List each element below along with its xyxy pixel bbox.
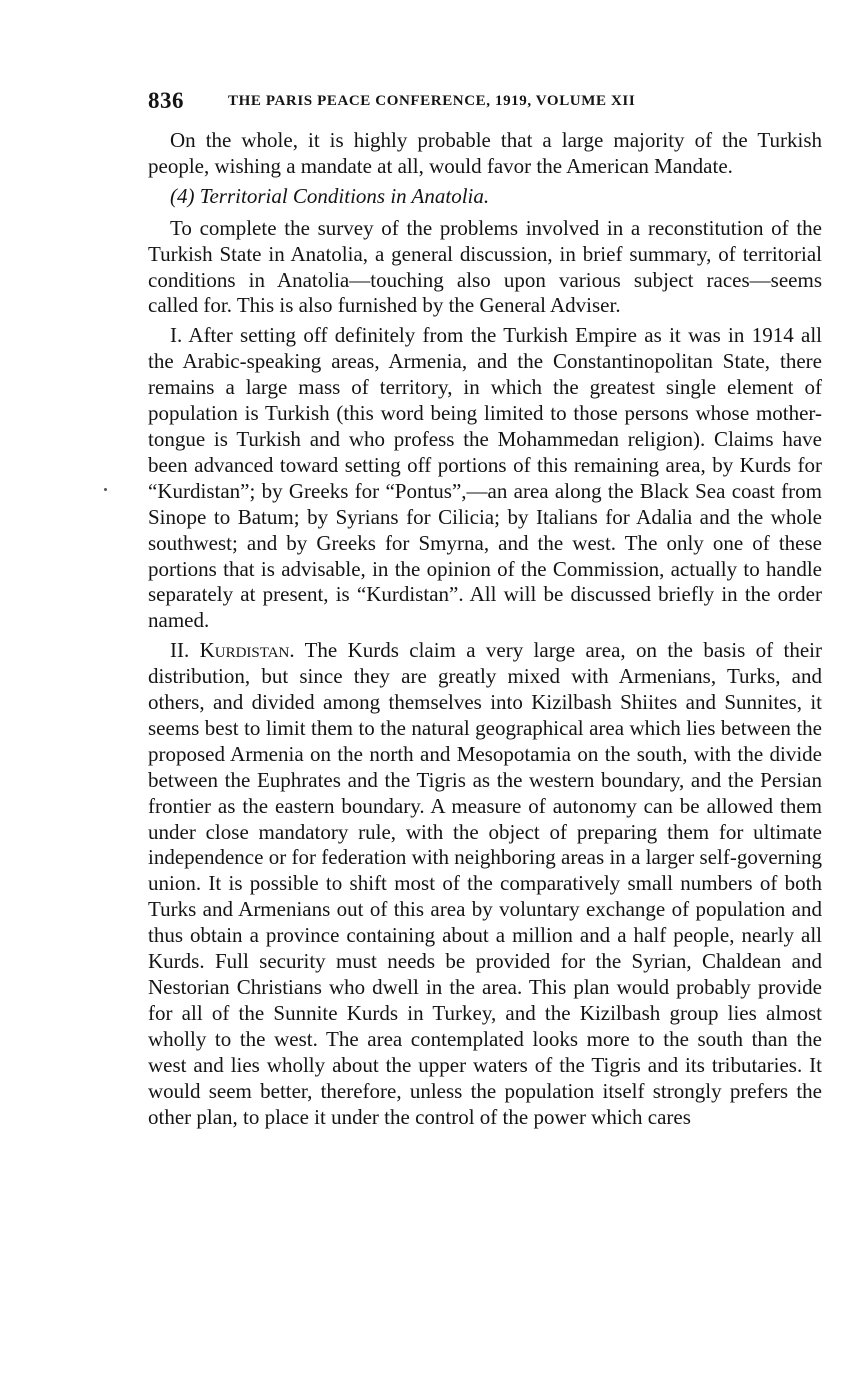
section-heading: (4) Territorial Conditions in Anatolia.: [170, 183, 490, 208]
paragraph-survey-intro: To complete the survey of the problems involved in a reconstitution of the Turkish State in Anatolia, a general discussion, in brief summary, of territorial conditions in Anatolia—touching also upon various subject races—seems called for. This is also furnished by the General Adviser.: [148, 215, 822, 318]
page-number: 836: [148, 88, 184, 113]
running-title: THE PARIS PEACE CONFERENCE, 1919, VOLUME XII: [228, 93, 636, 109]
paragraph-territory-claims: I. After setting off definitely from the Turkish Empire as it was in 1914 all the Arabic-speaking areas, Armenia, and the Constantinopolitan State, there remains a large mass of territory, in which the greatest single element of population is Turkish (this word being limited to those persons whose mother-tongue is Turkish and who profess the Mohammedan religion). Claims have been advanced toward setting off portions of this remaining area, by Kurds for “Kurdistan”; by Greeks for “Pontus”,—an area along the Black Sea coast from Sinope to Batum; by Syrians for Cilicia; by Italians for Adalia and the whole southwest; and by Greeks for Smyrna, and the west. The only one of these portions that is advisable, in the opinion of the Commission, actually to handle separately at present, is “Kurdistan”. All will be discussed briefly in the order named.: [148, 323, 822, 633]
document-page: [148, 88, 822, 1134]
running-header: [148, 88, 822, 128]
paragraph-mandate-preference: On the whole, it is highly probable that a large majority of the Turkish people, wishing a mandate at all, would favor the American Mandate.: [148, 128, 822, 178]
body-text: [148, 128, 822, 1130]
kurdistan-body: The Kurds claim a very large area, on the basis of their distribution, but since they are greatly mixed with Armenians, Turks, and others, and divided among themselves into Kizilbash Shiites and Sunnites, it seems best to limit them to the natural geographical area which lies between the proposed Armenia on the north and Mesopotamia on the south, with the divide between the Euphrates and the Tigris as the western boundary, and the Persian frontier as the eastern boundary. A measure of autonomy can be allowed them under close mandatory rule, with the object of preparing them for ultimate independence or for federation with neighboring areas in a larger self-governing union. It is possible to shift most of the comparatively small numbers of both Turks and Armenians out of this area by voluntary exchange of population and thus obtain a province containing about a million and a half people, nearly all Kurds. Full security must needs be provided for the Syrian, Chaldean and Nestorian Christians who dwell in the area. This plan would probably provide for all of the Sunnite Kurds in Turkey, and the Kizilbash group lies almost wholly to the west. The area contemplated looks more to the south than the west and lies wholly about the upper waters of the Tigris and its tributaries. It would seem better, therefore, unless the population itself strongly prefers the other plan, to place it under the control of the power which cares: [148, 638, 822, 1129]
stray-ink-mark: [104, 488, 107, 491]
kurdistan-heading: Kurdistan.: [199, 638, 295, 663]
paragraph-kurdistan: [148, 638, 822, 1130]
paragraph-number: II.: [170, 638, 200, 663]
